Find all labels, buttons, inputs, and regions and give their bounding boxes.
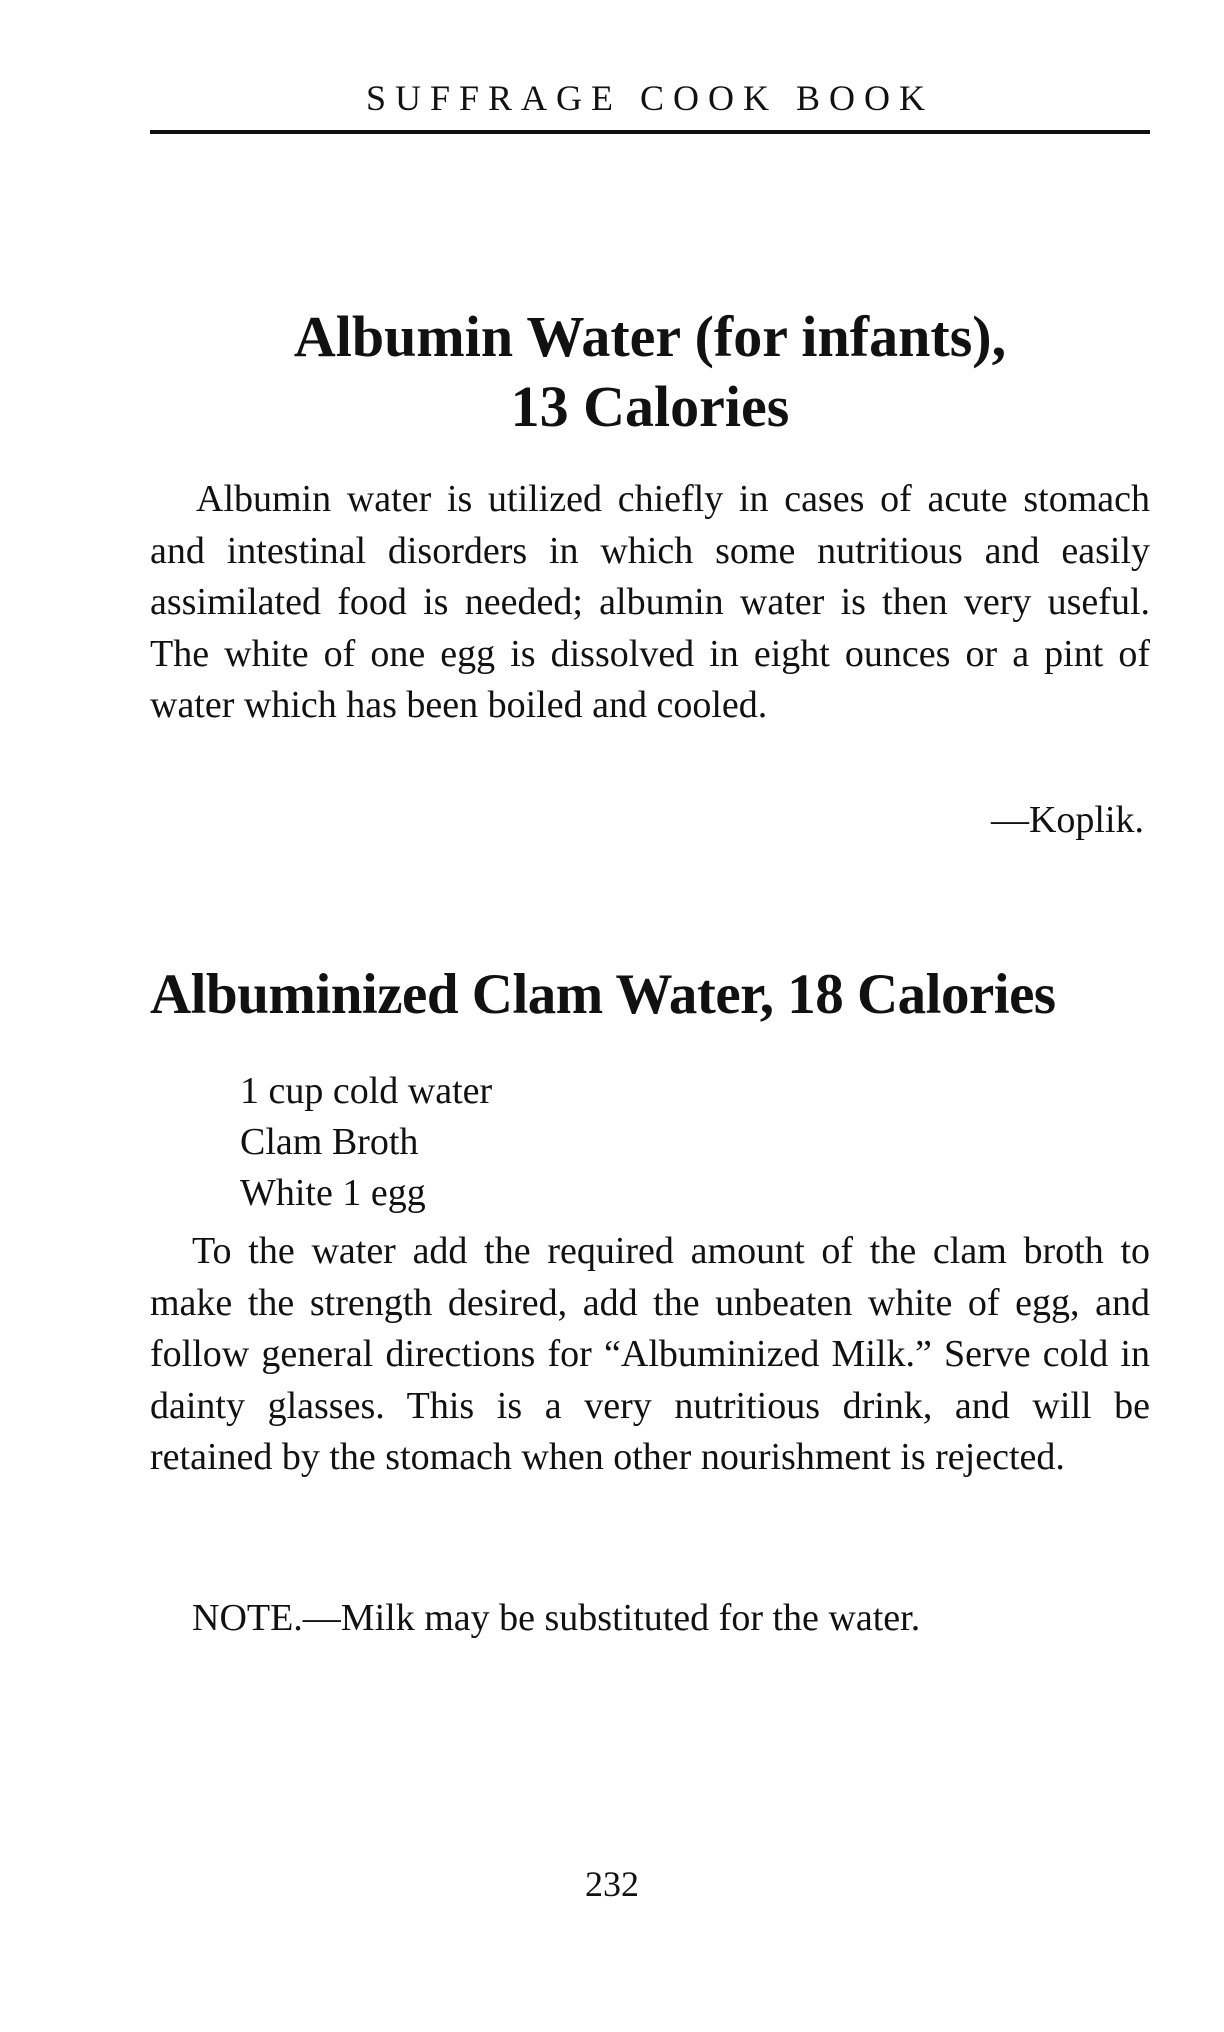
ingredient-list — [240, 1066, 492, 1219]
recipe-note: NOTE.—Milk may be substituted for the water. — [192, 1597, 921, 1639]
header-rule — [150, 130, 1150, 134]
attribution: —Koplik. — [990, 799, 1144, 841]
running-head: SUFFRAGE COOK BOOK — [365, 78, 935, 118]
ingredient-item: Clam Broth — [240, 1121, 419, 1163]
recipe-title-line-2: 13 Calories — [510, 374, 790, 439]
recipe-title-line-1: Albumin Water (for infants), — [293, 304, 1007, 369]
recipe-directions-clam-water: To the water add the required amount of the clam broth to make the strength desired, add the unbeaten white of egg, and follow general directions for “Albuminized Milk.” Serve cold in dainty glasses. This is a very nutritious drink, and will be retained by the stomach when other nourishment is rejected. — [150, 1230, 1150, 1479]
ingredient-item: 1 cup cold water — [240, 1070, 493, 1112]
ingredient-item: White 1 egg — [240, 1172, 426, 1214]
recipe-title-clam-water: Albuminized Clam Water, 18 Calories — [150, 963, 1056, 1026]
recipe-description-albumin-water: Albumin water is utilized chiefly in cases of acute stomach and intestinal disorders in which some nutritious and easily assimilated food is needed; albumin water is then very useful. The white of one egg is dissolved in eight ounces or a pint of water which has been boiled and cooled. — [150, 478, 1150, 727]
page-number: 232 — [585, 1864, 639, 1904]
recipe-title-albumin-water — [150, 302, 1150, 442]
